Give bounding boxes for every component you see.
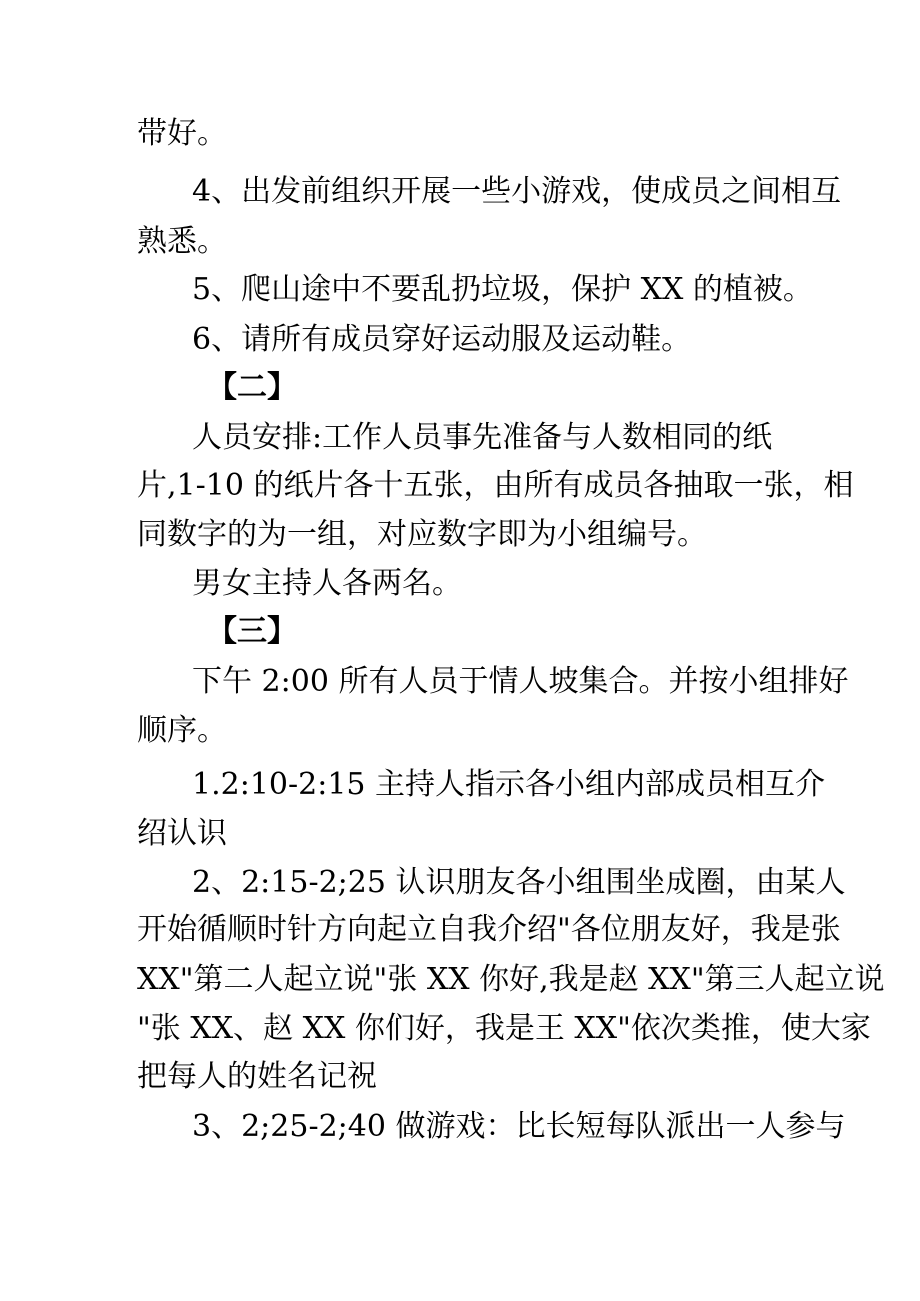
- text-line: 带好。: [137, 116, 227, 151]
- text-line: 熟悉。: [137, 224, 227, 259]
- section-heading-3: 【三】: [207, 614, 297, 649]
- text-line: 片,1-10 的纸片各十五张，由所有成员各抽取一张，相: [137, 468, 854, 503]
- text-line: 把每人的姓名记祝: [137, 1059, 377, 1094]
- schedule-item-1: 1.2:10-2:15 主持人指示各小组内部成员相互介: [192, 767, 826, 802]
- text-line: 开始循顺时针方向起立自我介绍"各位朋友好，我是张: [137, 912, 841, 947]
- text-line: 下午 2:00 所有人员于情人坡集合。并按小组排好: [192, 664, 849, 699]
- schedule-item-3: 3、2;25-2;40 做游戏：比长短每队派出一人参与: [192, 1109, 846, 1144]
- text-line: 同数字的为一组，对应数字即为小组编号。: [137, 517, 707, 552]
- text-line: 绍认识: [137, 816, 227, 851]
- list-item-4: 4、出发前组织开展一些小游戏，使成员之间相互: [192, 174, 842, 209]
- list-item-6: 6、请所有成员穿好运动服及运动鞋。: [192, 322, 692, 357]
- schedule-item-2: 2、2:15-2;25 认识朋友各小组围坐成圈，由某人: [192, 865, 846, 900]
- list-item-5: 5、爬山途中不要乱扔垃圾，保护 XX 的植被。: [192, 272, 813, 307]
- text-line: 人员安排:工作人员事先准备与人数相同的纸: [192, 420, 773, 455]
- text-line: 顺序。: [137, 713, 227, 748]
- text-line: 男女主持人各两名。: [192, 566, 462, 601]
- text-line: "张 XX、赵 XX 你们好，我是王 XX"依次类推，使大家: [137, 1011, 871, 1046]
- section-heading-2: 【二】: [207, 370, 297, 405]
- text-line: XX"第二人起立说"张 XX 你好,我是赵 XX"第三人起立说: [137, 962, 885, 997]
